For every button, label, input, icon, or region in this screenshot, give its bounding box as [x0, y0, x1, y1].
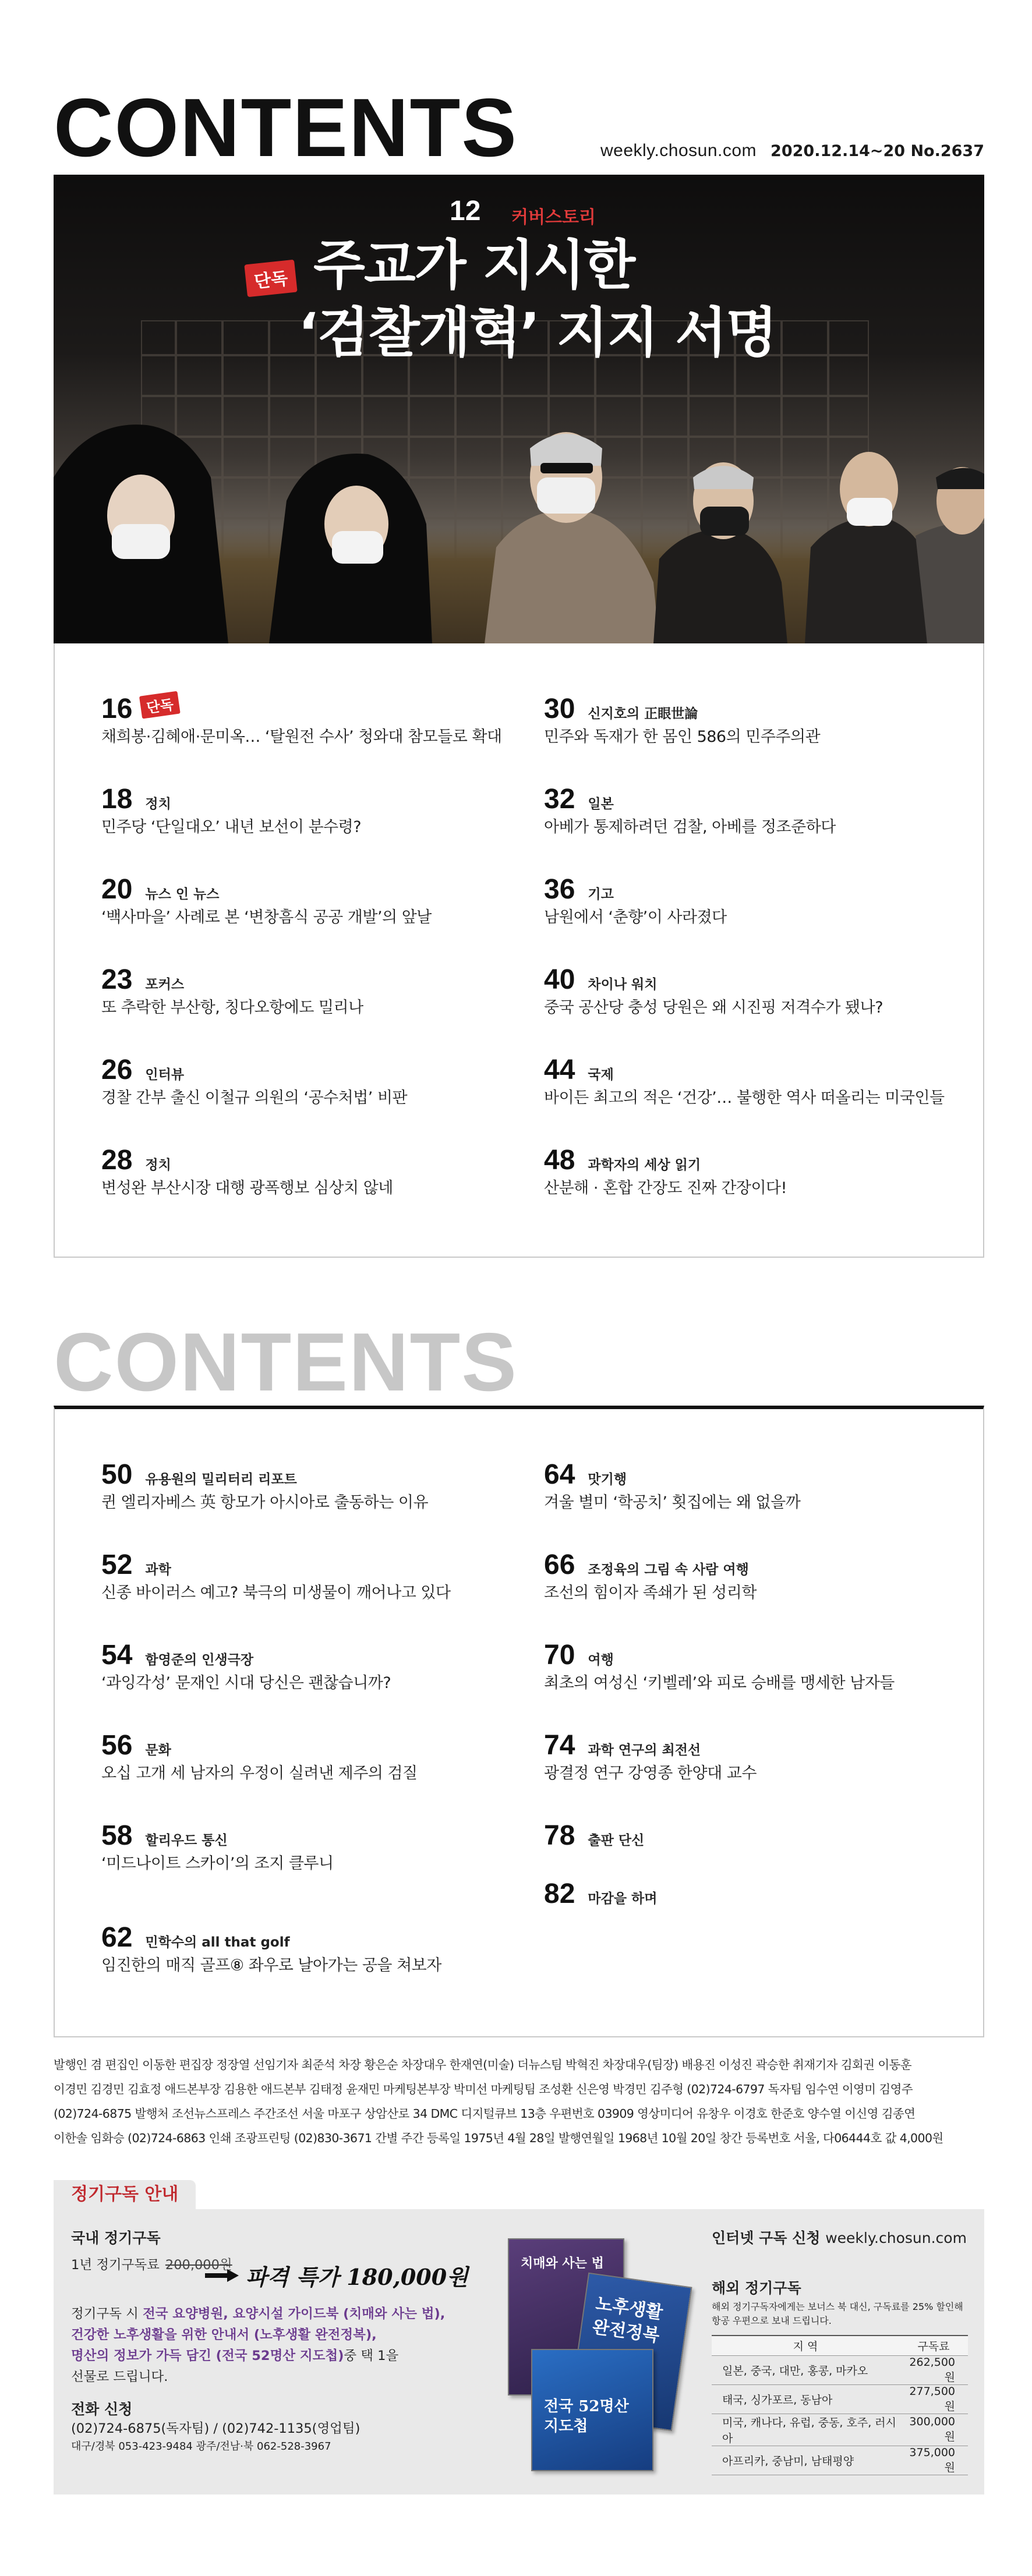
- toc-section-label: 민학수의 all that golf: [145, 1935, 290, 1950]
- desc-text: 중 택 1을: [344, 2348, 399, 2363]
- toc-item[interactable]: [101, 1639, 544, 1695]
- overseas-note: 해외 정기구독자에게는 보너스 북 대신, 구독료를 25% 할인해 항공 우편으로 보내 드립니다.: [712, 2301, 963, 2326]
- toc-title: ‘백사마을’ 사례로 본 ‘변창흠식 공공 개발’의 앞날: [101, 908, 432, 926]
- toc-title: 남원에서 ‘춘향’이 사라졌다: [544, 908, 727, 926]
- toc-title: 산분해 · 혼합 간장도 진짜 간장이다!: [544, 1179, 787, 1197]
- toc-section-label: 여행: [588, 1653, 614, 1668]
- toc-item[interactable]: [544, 873, 987, 929]
- phone-numbers[interactable]: (02)724-6875(독자팀) / (02)742-1135(영업팀): [71, 2421, 361, 2436]
- toc-page: 58: [101, 1820, 133, 1851]
- exclusive-badge: 단독: [139, 691, 181, 719]
- toc-item[interactable]: [544, 693, 987, 749]
- fee-cell: 277,500원: [899, 2384, 968, 2414]
- toc-section-label: 인터뷰: [145, 1067, 185, 1082]
- toc-item[interactable]: [544, 1639, 987, 1695]
- table-row: [712, 2355, 968, 2384]
- toc-section-label: 정치: [145, 1158, 171, 1173]
- toc-section-label: 뉴스 인 뉴스: [145, 887, 220, 902]
- table-row: [712, 2414, 968, 2446]
- toc-section-label: 차이나 워치: [588, 977, 658, 992]
- overseas-fee-table: [712, 2335, 968, 2475]
- book-cover: [531, 2349, 653, 2471]
- toc-page: 52: [101, 1549, 133, 1580]
- special-price-text: 파격 특가 180,000원: [246, 2264, 468, 2290]
- subscription-box: [54, 2209, 984, 2494]
- desc-text: 정기구독 시: [71, 2306, 143, 2322]
- internet-url[interactable]: weekly.chosun.com: [825, 2230, 967, 2246]
- credits-line: 발행인 겸 편집인 이동한 편집장 정장열 선임기자 최준석 차장 황은순 차장대우 한재연(미술) 더뉴스팀 박혁진 차장대우(팀장) 배용진 이성진 곽승한 취재기자 김회권 이동훈: [54, 2058, 911, 2072]
- book-title: 노후생활 완전정복: [591, 2294, 665, 2347]
- fee-cell: 375,000원: [899, 2446, 968, 2475]
- phone-heading: 전화 신청: [71, 2401, 133, 2418]
- toc-title: 바이든 최고의 적은 ‘건강’… 불행한 역사 떠올리는 미국인들: [544, 1089, 945, 1107]
- regional-phone[interactable]: 대구/경북 053-423-9484 광주/전남·북 062-528-3967: [71, 2440, 331, 2453]
- toc-title: 채희봉·김혜애·문미옥… ‘탈원전 수사’ 청와대 참모들로 확대: [101, 728, 502, 746]
- toc-item[interactable]: [544, 1549, 987, 1605]
- toc-title: 임진한의 매직 골프⑧ 좌우로 날아가는 공을 쳐보자: [101, 1956, 441, 1975]
- toc-item[interactable]: [101, 1922, 544, 1977]
- table-header: 지 역: [712, 2336, 899, 2355]
- toc-item[interactable]: [101, 693, 544, 749]
- book-title: 전국 52명산 지도첩: [544, 2398, 629, 2435]
- masthead: [54, 82, 984, 174]
- fee-cell: 300,000원: [899, 2414, 968, 2446]
- toc-item[interactable]: [544, 1820, 987, 1852]
- cover-headline-line2: ‘검찰개혁’ 지지 서명: [298, 302, 776, 364]
- toc-title: 민주당 ‘단일대오’ 내년 보선이 분수령?: [101, 818, 362, 836]
- table-row: [712, 2446, 968, 2475]
- toc-title: 퀸 엘리자베스 英 항모가 아시아로 출동하는 이유: [101, 1494, 429, 1512]
- toc-page: 78: [544, 1820, 575, 1851]
- table-header: 구독료: [899, 2336, 968, 2355]
- cover-section: 커버스토리: [511, 207, 596, 228]
- toc-item[interactable]: [544, 1144, 987, 1200]
- cover-headline[interactable]: [298, 232, 896, 367]
- arrow-right-icon: [205, 2269, 239, 2282]
- toc-page: 32: [544, 784, 575, 815]
- internet-overseas-subscription: [712, 2227, 968, 2475]
- toc-title: 아베가 통제하려던 검찰, 아베를 정조준하다: [544, 818, 836, 836]
- region-cell: 태국, 싱가포르, 동남아: [712, 2384, 899, 2414]
- toc-item[interactable]: [101, 1820, 544, 1876]
- toc-section-label: 마감을 하며: [588, 1891, 658, 1906]
- desc-text: 선물로 드립니다.: [71, 2369, 168, 2384]
- domestic-subscription: [71, 2227, 490, 2455]
- toc-page: 74: [544, 1730, 575, 1761]
- toc-title: 신종 바이러스 예고? 북극의 미생물이 깨어나고 있다: [101, 1584, 451, 1602]
- toc-item[interactable]: [101, 1054, 544, 1110]
- toc-page: 62: [101, 1922, 133, 1953]
- credits-line: 이경민 김경민 김효정 애드본부장 김용한 애드본부 김태정 윤재민 마케팅본부장 박미선 마케팅팀 조성환 신은영 박경민 김주형 (02)724-6797 독자팀 임수연 이영미 김영주: [54, 2082, 913, 2096]
- toc-section-label: 문화: [145, 1743, 171, 1758]
- toc-item[interactable]: [101, 1144, 544, 1200]
- site-url[interactable]: weekly.chosun.com: [600, 141, 757, 160]
- internet-heading: [712, 2227, 968, 2248]
- book-title: 치매와 사는 법: [521, 2256, 604, 2271]
- toc-title: 변성완 부산시장 대행 광폭행보 심상치 않네: [101, 1179, 393, 1197]
- toc-item[interactable]: [101, 1729, 544, 1785]
- toc-section-label: 기고: [588, 887, 614, 902]
- desc-highlight: 명산의 정보가 가득 담긴 (전국 52명산 지도첩): [71, 2348, 344, 2363]
- toc-page: 18: [101, 784, 133, 815]
- desc-highlight: 전국 요양병원, 요양시설 가이드북 (치매와 사는 법),: [142, 2306, 446, 2322]
- toc-page: 26: [101, 1055, 133, 1085]
- exclusive-badge: 단독: [244, 260, 297, 298]
- toc-section-label: 맛기행: [588, 1472, 627, 1487]
- toc-page: 70: [544, 1640, 575, 1671]
- fee-cell: 262,500원: [899, 2355, 968, 2384]
- toc-page: 66: [544, 1549, 575, 1580]
- toc-section-label: 신지호의 正眼世論: [588, 706, 698, 721]
- toc-section-label: 함영준의 인생극장: [145, 1653, 254, 1668]
- issue-date: 2020.12.14~20 No.2637: [771, 142, 984, 160]
- overseas-heading: 해외 정기구독: [712, 2280, 801, 2297]
- toc-section-label: 유용원의 밀리터리 리포트: [145, 1472, 297, 1487]
- toc-item[interactable]: [544, 1878, 987, 1910]
- gift-description: [71, 2303, 490, 2387]
- toc-page: 20: [101, 874, 133, 905]
- toc-section-label: 정치: [145, 797, 171, 812]
- region-cell: 미국, 캐나다, 유럽, 중동, 호주, 러시아: [712, 2414, 899, 2446]
- contents-title-secondary: CONTENTS: [54, 1316, 518, 1409]
- toc-page: 64: [544, 1459, 575, 1490]
- toc-title: 중국 공산당 충성 당원은 왜 시진핑 저격수가 됐나?: [544, 999, 883, 1017]
- toc-section-label: 과학자의 세상 읽기: [588, 1158, 701, 1173]
- toc-page: 40: [544, 964, 575, 995]
- toc-title: 조선의 힘이자 족쇄가 된 성리학: [544, 1584, 757, 1602]
- toc-section-label: 포커스: [145, 977, 185, 992]
- toc-section-label: 과학: [145, 1562, 171, 1577]
- toc-item[interactable]: [101, 1549, 544, 1605]
- toc-section-label: 할리우드 통신: [145, 1833, 228, 1848]
- toc-section-2: [54, 1406, 984, 2037]
- toc-page: 16: [101, 693, 133, 724]
- region-cell: 일본, 중국, 대만, 홍콩, 마카오: [712, 2355, 899, 2384]
- credits-line: 이한솔 임화승 (02)724-6863 인쇄 조광프린팅 (02)830-3671 간별 주간 등록일 1975년 4월 28일 발행연월일 1968년 10월 20일 창간 등록번호 서울, 다06444호 값 4,000원: [54, 2131, 943, 2145]
- toc-title: 광결정 연구 강영종 한양대 교수: [544, 1764, 757, 1782]
- toc-item[interactable]: [544, 783, 987, 839]
- toc-section-label: 일본: [588, 797, 614, 812]
- table-row: [712, 2384, 968, 2414]
- subscription-tab: 정기구독 안내: [54, 2180, 196, 2209]
- toc-page: 44: [544, 1055, 575, 1085]
- cover-page-number: 12: [450, 196, 481, 227]
- gift-books: [508, 2227, 700, 2483]
- contents-title: CONTENTS: [54, 82, 518, 174]
- price-label: 1년 정기구독료: [71, 2257, 160, 2273]
- toc-title: 겨울 별미 ‘학공치’ 횟집에는 왜 없을까: [544, 1494, 801, 1512]
- toc-page: 23: [101, 964, 133, 995]
- cover-headline-line1: 주교가 지시한: [313, 234, 635, 296]
- toc-page: 48: [544, 1145, 575, 1176]
- toc-title: ‘미드나이트 스카이’의 조지 클루니: [101, 1855, 334, 1873]
- toc-title: 경찰 간부 출신 이철규 의원의 ‘공수처법’ 비판: [101, 1089, 408, 1107]
- domestic-heading: 국내 정기구독: [71, 2230, 161, 2246]
- internet-label: 인터넷 구독 신청: [712, 2230, 821, 2246]
- staff-credits: [54, 2053, 984, 2150]
- toc-page: 82: [544, 1878, 575, 1909]
- toc-item[interactable]: [544, 1729, 987, 1785]
- credits-line: (02)724-6875 발행처 조선뉴스프레스 주간조선 서울 마포구 상암산로 34 DMC 디지털큐브 13층 우편번호 03909 영상미디어 유창우 이경호 한준호 양수열 이신영 김종연: [54, 2107, 916, 2121]
- toc-item[interactable]: [544, 964, 987, 1020]
- toc-title: 최초의 여성신 ‘키벨레’와 피로 승배를 맹세한 남자들: [544, 1674, 895, 1692]
- region-cell: 아프리카, 중남미, 남태평양: [712, 2446, 899, 2475]
- toc-item[interactable]: [544, 1054, 987, 1110]
- price-original: 200,000원: [165, 2257, 232, 2273]
- toc-title: 민주와 독재가 한 몸인 586의 민주주의관: [544, 728, 821, 746]
- toc-page: 36: [544, 874, 575, 905]
- toc-page: 28: [101, 1145, 133, 1176]
- toc-section-1: [54, 643, 984, 1258]
- cover-image[interactable]: [54, 175, 984, 643]
- toc-section-label: 조정육의 그림 속 사람 여행: [588, 1562, 749, 1577]
- toc-page: 56: [101, 1730, 133, 1761]
- special-price: [205, 2259, 468, 2291]
- toc-item[interactable]: [101, 964, 544, 1020]
- toc-section-label: 국제: [588, 1067, 614, 1082]
- toc-title: ‘과잉각성’ 문재인 시대 당신은 괜찮습니까?: [101, 1674, 391, 1692]
- toc-title: 또 추락한 부산항, 칭다오항에도 밀리나: [101, 999, 363, 1017]
- toc-title: 오십 고개 세 남자의 우정이 실려낸 제주의 검질: [101, 1764, 418, 1782]
- toc-page: 50: [101, 1459, 133, 1490]
- issue-line: [600, 141, 984, 161]
- toc-item[interactable]: [544, 1459, 987, 1515]
- toc-item[interactable]: [101, 1459, 544, 1515]
- toc-page: 30: [544, 693, 575, 724]
- toc-section-label: 과학 연구의 최전선: [588, 1743, 701, 1758]
- toc-item[interactable]: [101, 873, 544, 929]
- toc-page: 54: [101, 1640, 133, 1671]
- toc-section-label: 출판 단신: [588, 1833, 645, 1848]
- toc-item[interactable]: [101, 783, 544, 839]
- desc-highlight: 건강한 노후생활을 위한 안내서 (노후생활 완전정복),: [71, 2327, 377, 2343]
